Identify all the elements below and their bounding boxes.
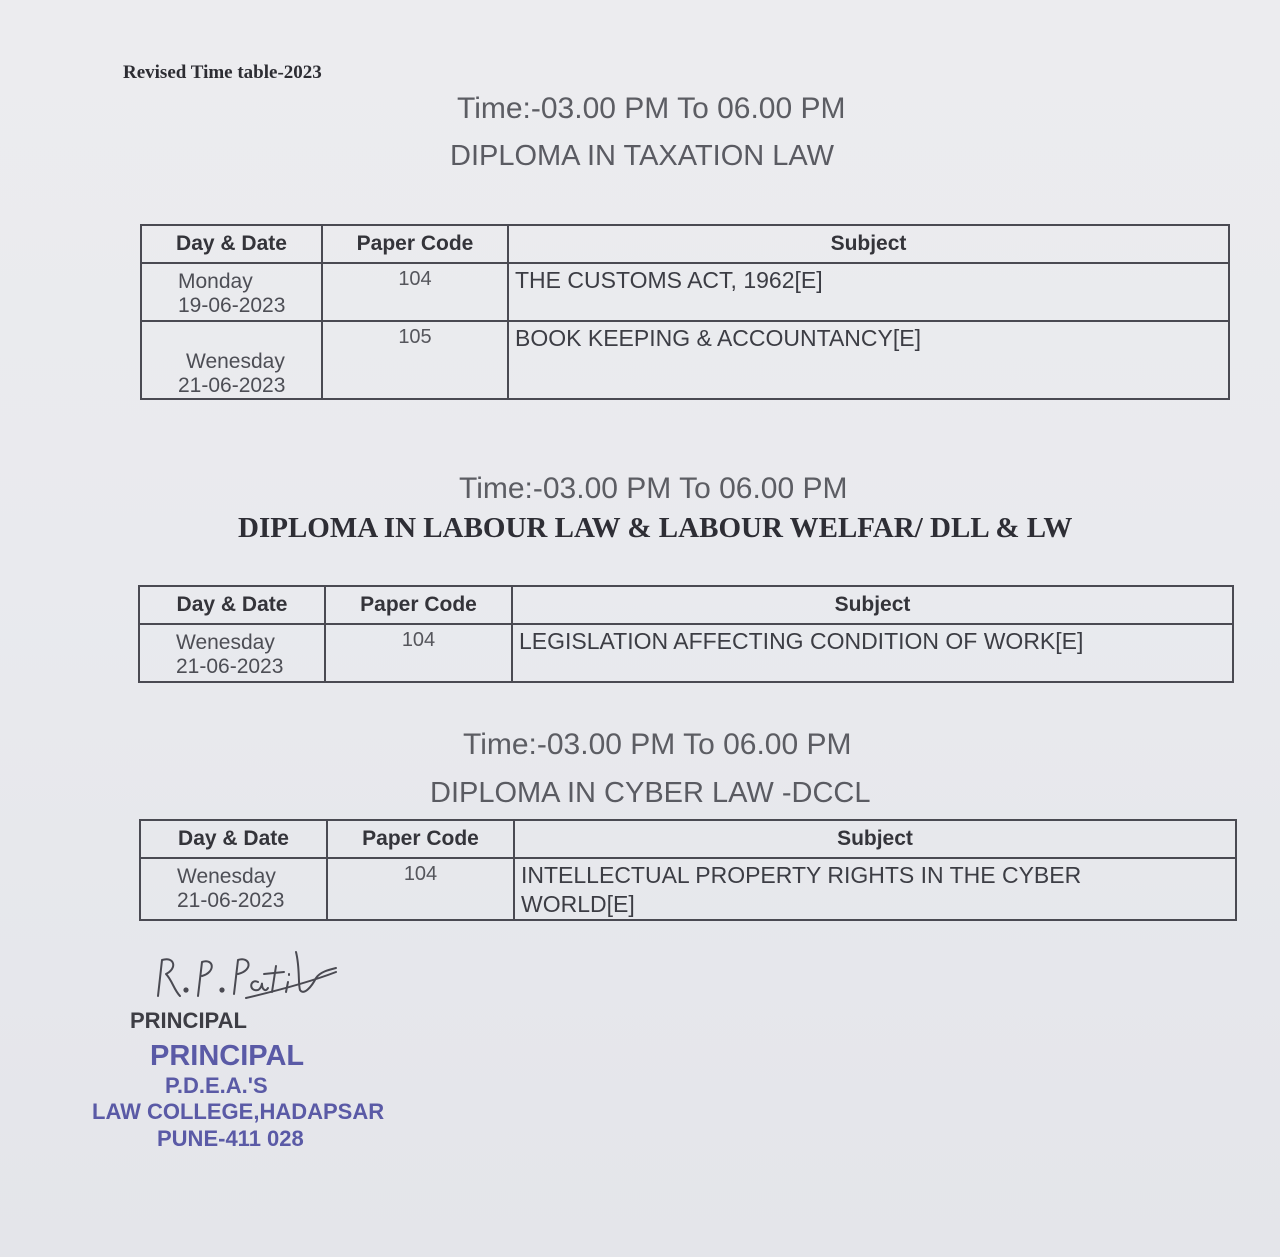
day-label: Wenesday — [176, 631, 275, 654]
day-date-cell — [139, 624, 325, 682]
section-3-heading: DIPLOMA IN CYBER LAW -DCCL — [430, 777, 871, 809]
col-subject: Subject — [514, 820, 1236, 858]
section-1-heading: DIPLOMA IN TAXATION LAW — [450, 140, 835, 172]
subject-cell: LEGISLATION AFFECTING CONDITION OF WORK[E] — [512, 624, 1233, 682]
section-2-time: Time:-03.00 PM To 06.00 PM — [459, 472, 848, 505]
stamp-line-3: LAW COLLEGE,HADAPSAR — [92, 1099, 385, 1124]
col-day-date: Day & Date — [139, 586, 325, 624]
col-day-date: Day & Date — [140, 820, 327, 858]
signatory-designation: PRINCIPAL — [130, 1008, 247, 1033]
table-row — [141, 263, 1229, 321]
col-paper-code: Paper Code — [322, 225, 508, 263]
date-label: 19-06-2023 — [178, 294, 286, 317]
stamp-line-4: PUNE-411 028 — [157, 1126, 304, 1151]
paper-code-cell: 104 — [327, 858, 514, 920]
stamp-line-2: P.D.E.A.'S — [165, 1073, 268, 1098]
table-row — [140, 858, 1236, 920]
day-date-cell — [141, 321, 322, 399]
col-subject: Subject — [508, 225, 1229, 263]
table-row — [141, 321, 1229, 399]
handwritten-signature — [150, 938, 340, 1008]
paper-code-cell: 104 — [325, 624, 512, 682]
section-3-time: Time:-03.00 PM To 06.00 PM — [463, 728, 852, 761]
date-label: 21-06-2023 — [178, 374, 286, 397]
date-label: 21-06-2023 — [177, 889, 285, 912]
section-2-table — [138, 585, 1234, 683]
document-title: Revised Time table-2023 — [123, 62, 322, 83]
day-label: Wenesday — [177, 865, 276, 888]
subject-cell: BOOK KEEPING & ACCOUNTANCY[E] — [508, 321, 1229, 399]
subject-cell: THE CUSTOMS ACT, 1962[E] — [508, 263, 1229, 321]
day-date-cell — [140, 858, 327, 920]
paper-code-cell: 104 — [322, 263, 508, 321]
day-label: Wenesday — [186, 350, 285, 373]
section-1-time: Time:-03.00 PM To 06.00 PM — [457, 92, 846, 125]
section-2-heading: DIPLOMA IN LABOUR LAW & LABOUR WELFAR/ DLL & LW — [238, 512, 1073, 544]
table-row — [139, 624, 1233, 682]
col-day-date: Day & Date — [141, 225, 322, 263]
section-3-table — [139, 819, 1237, 921]
subject-cell: INTELLECTUAL PROPERTY RIGHTS IN THE CYBER WORLD[E] — [514, 858, 1236, 920]
col-paper-code: Paper Code — [327, 820, 514, 858]
stamp-line-1: PRINCIPAL — [150, 1040, 305, 1072]
col-paper-code: Paper Code — [325, 586, 512, 624]
date-label: 21-06-2023 — [176, 655, 284, 678]
day-label: Monday — [178, 270, 253, 293]
section-1-table — [140, 224, 1230, 400]
col-subject: Subject — [512, 586, 1233, 624]
day-date-cell — [141, 263, 322, 321]
paper-code-cell: 105 — [322, 321, 508, 399]
